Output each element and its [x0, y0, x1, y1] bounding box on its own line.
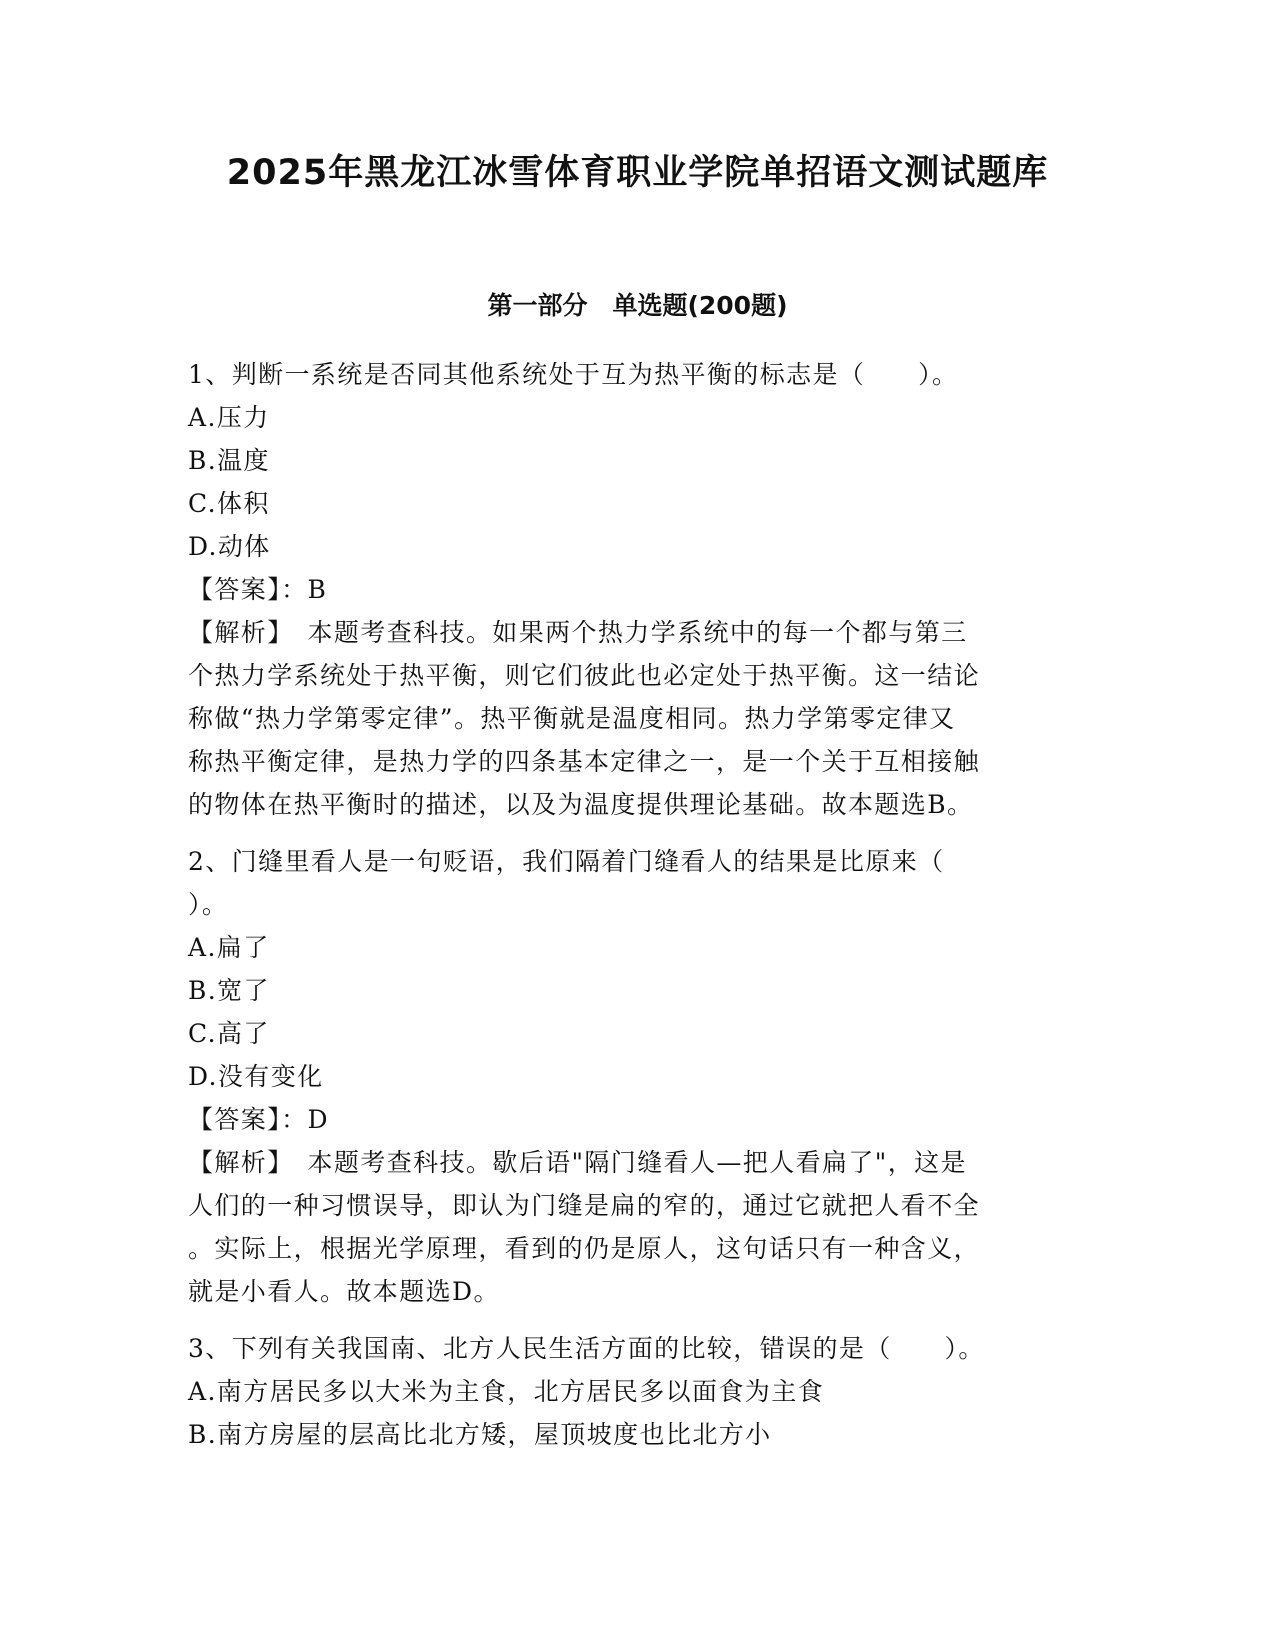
option-c: C.体积: [188, 489, 270, 518]
question-3: [188, 1327, 1068, 1456]
question-stem: 1、判断一系统是否同其他系统处于互为热平衡的标志是（ ）。: [188, 360, 959, 389]
question-1: [188, 353, 1068, 826]
question-stem-continued: ）。: [188, 890, 229, 919]
option-a: A.扁了: [188, 933, 270, 962]
option-a: A.南方居民多以大米为主食，北方居民多以面食为主食: [188, 1377, 825, 1406]
analysis-line: 称做“热力学第零定律”。热平衡就是温度相同。热力学第零定律又: [188, 704, 956, 733]
option-a: A.压力: [188, 403, 270, 432]
option-c: C.高了: [188, 1019, 270, 1048]
analysis-line: 就是小看人。故本题选D。: [188, 1277, 500, 1306]
analysis-line: 【解析】 本题考查科技。如果两个热力学系统中的每一个都与第三: [188, 618, 968, 647]
question-list: [188, 353, 1068, 1470]
option-b: B.宽了: [188, 976, 270, 1005]
answer-line: 【答案】：B: [188, 575, 328, 604]
option-b: B.温度: [188, 446, 270, 475]
analysis-line: 。实际上，根据光学原理，看到的仍是原人，这句话只有一种含义，: [188, 1234, 981, 1263]
option-d: D.动体: [188, 532, 271, 561]
analysis-line: 【解析】 本题考查科技。歇后语"隔门缝看人—把人看扁了"，这是: [188, 1148, 967, 1177]
analysis-line: 人们的一种习惯误导，即认为门缝是扁的窄的，通过它就把人看不全: [188, 1191, 981, 1220]
analysis-paragraph: [188, 1141, 1068, 1313]
analysis-line: 的物体在热平衡时的描述，以及为温度提供理论基础。故本题选B。: [188, 790, 974, 819]
question-2: [188, 840, 1068, 1313]
question-stem: 2、门缝里看人是一句贬语，我们隔着门缝看人的结果是比原来（: [188, 847, 945, 876]
analysis-line: 称热平衡定律，是热力学的四条基本定律之一，是一个关于互相接触: [188, 747, 981, 776]
option-b: B.南方房屋的层高比北方矮，屋顶坡度也比北方小: [188, 1420, 772, 1449]
option-d: D.没有变化: [188, 1062, 324, 1091]
section-title: 第一部分 单选题(200题): [487, 291, 788, 320]
analysis-paragraph: [188, 611, 1068, 826]
analysis-line: 个热力学系统处于热平衡，则它们彼此也必定处于热平衡。这一结论: [188, 661, 981, 690]
document-title: 2025年黑龙江冰雪体育职业学院单招语文测试题库: [226, 153, 1049, 193]
question-stem: 3、下列有关我国南、北方人民生活方面的比较，错误的是（ ）。: [188, 1334, 985, 1363]
answer-line: 【答案】：D: [188, 1105, 329, 1134]
